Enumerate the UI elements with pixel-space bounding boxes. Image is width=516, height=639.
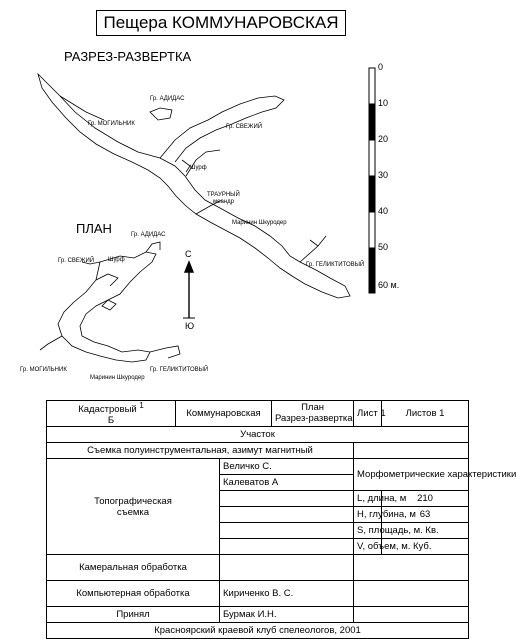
depth-scale-bar (369, 68, 375, 293)
plan-label-mogilnik: Гр. МОГИЛЬНИК (20, 367, 67, 373)
compass (183, 262, 195, 318)
computer-by: Кириченко В. С. (220, 581, 354, 607)
cadastral-number: 1 (139, 401, 144, 410)
sheets-total: Листов 1 (382, 401, 469, 427)
morphometric-header: Морфометрические характеристики (354, 459, 469, 491)
doc-type-profile: Разрез-развертка (275, 412, 353, 424)
title-block (46, 400, 516, 639)
length-label: L, длина, м (354, 491, 382, 507)
topo-survey-label-2: съемка (116, 506, 150, 518)
profile-label-traurny: ТРАУРНЫЙ (207, 192, 240, 198)
depth-label: H, глубина, м (354, 507, 382, 523)
cameral-label: Камеральная обработка (47, 555, 220, 581)
plan-label-shurf: Шурф (108, 257, 125, 263)
scale-tick-50: 50 (378, 242, 389, 252)
doc-type-plan: План (301, 402, 324, 414)
plan-label-gelikt: Гр. ГЕЛИКТИТОВЫЙ (150, 367, 209, 373)
plan-label-svezhy: Гр. СВЕЖИЙ (58, 258, 95, 264)
scale-tick-20: 20 (378, 134, 389, 144)
area-sq-label: S, площадь, м. Кв. (354, 523, 382, 539)
profile-label-gelikt: Гр. ГЕЛИКТИТОВЫЙ (306, 262, 365, 268)
profile-section-title: РАЗРЕЗ-РАЗВЕРТКА (64, 49, 192, 64)
scale-tick-30: 30 (378, 170, 389, 180)
scale-tick-10: 10 (378, 98, 389, 108)
sheet-number: Лист 1 (354, 401, 382, 427)
topo-survey-cell (47, 459, 220, 555)
scale-tick-0: 0 (378, 62, 384, 72)
surveyor-2: Калеватов А (220, 475, 354, 491)
profile-label-meander: меандр (213, 199, 234, 205)
accepted-by: Бурмак И.Н. (220, 607, 354, 623)
profile-label-mogilnik: Гр. МОГИЛЬНИК (88, 121, 135, 127)
cave-name: Коммунаровская (176, 401, 272, 427)
profile-label-shurf: Шурф (190, 165, 207, 171)
plan-label-marinin: Маринин Шкуродер (90, 375, 145, 381)
club-credit: Красноярский краевой клуб спелеологов, 2001 (47, 623, 469, 639)
area-label: Участок (47, 427, 469, 443)
profile-label-svezhy: Гр. СВЕЖИЙ (226, 124, 263, 130)
accepted-label: Принял (47, 607, 220, 623)
scale-tick-60: 60 м. (378, 280, 400, 290)
compass-south-label: Ю (185, 321, 195, 331)
plan-section-title: ПЛАН (76, 221, 112, 236)
cadastral-letter: Б (107, 415, 115, 427)
profile-drawing (38, 74, 350, 298)
scale-tick-40: 40 (378, 206, 389, 216)
plan-label-adidas: Гр. АДИДАС (131, 232, 166, 238)
doc-type-cell (272, 401, 354, 427)
profile-label-marinin: Маринин Шкуродер (232, 220, 287, 226)
survey-method: Съемка полуинструментальная, азимут магнитный (47, 443, 354, 459)
cadastral-cell (47, 401, 176, 427)
length-value: 210 (382, 491, 469, 507)
computer-label: Компьютерная обработка (47, 581, 220, 607)
topo-survey-label-1: Топографическая (94, 495, 172, 507)
volume-label: V, объем, м. Куб. (354, 539, 382, 555)
compass-north-label: С (185, 249, 192, 259)
depth-value: 63 (382, 507, 469, 523)
profile-label-adidas: Гр. АДИДАС (150, 96, 185, 102)
cadastral-label: Кадастровый (78, 404, 137, 416)
surveyor-1: Величко С. (220, 459, 354, 475)
map-title: Пещера КОММУНАРОВСКАЯ (96, 10, 346, 36)
